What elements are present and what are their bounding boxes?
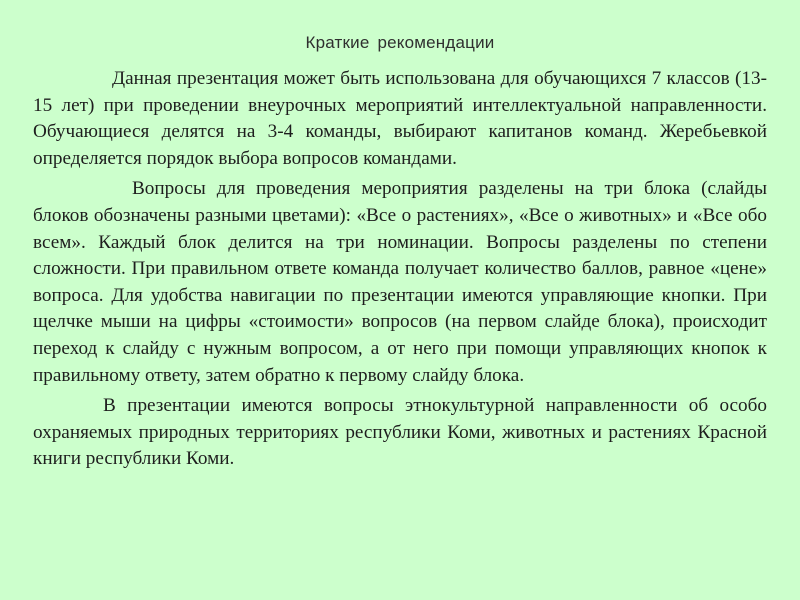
paragraph-ethnocultural: В презентации имеются вопросы этнокультурной направленности об особо охраняемых природных территориях республики Коми, животных и растениях Красной книги республики Коми. [33, 395, 767, 470]
slide-body [33, 66, 767, 477]
paragraph-question-blocks: Вопросы для проведения мероприятия разделены на три блока (слайды блоков обозначены разными цветами): «Все о растениях», «Все о животных» и «Все обо всем». Каждый блок делится на три номинации. Вопросы разделены по степени сложности. При правильном ответе команда получает количество баллов, равное «цене» вопроса. Для удобства навигации по презентации имеются управляющие кнопки. При щелчке мыши на цифры «стоимости» вопросов (на первом слайде блока), происходит переход к слайду с нужным вопросом, а от него при помощи управляющих кнопок к правильному ответу, затем обратно к первому слайду блока. [33, 178, 767, 386]
paragraph-intro: Данная презентация может быть использована для обучающихся 7 классов (13-15 лет) при проведении внеурочных мероприятий интеллектуальной направленности. Обучающиеся делятся на 3-4 команды, выбирают капитанов команд. Жеребьевкой определяется порядок выбора вопросов командами. [33, 68, 767, 169]
slide-title: Краткие рекомендации [305, 33, 495, 52]
